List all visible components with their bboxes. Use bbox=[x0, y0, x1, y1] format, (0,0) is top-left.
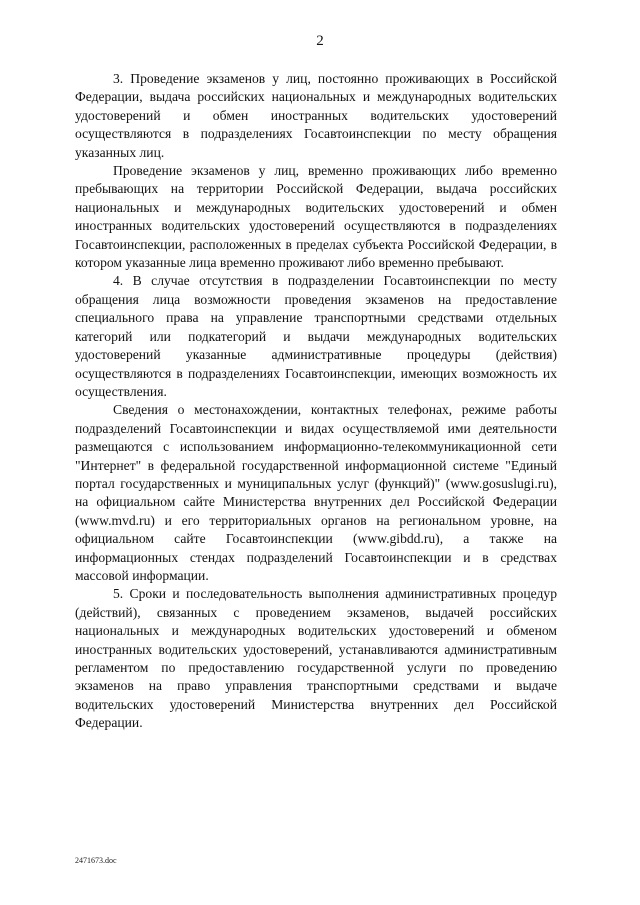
paragraph-item-4: 4. В случае отсутствия в подразделении Госавтоинспекции по месту обращения лица возможности проведения экзаменов на предоставление специального права на управление транспортными средствами отдельных категорий или подкатегорий и выдачи международных водительских удостоверений указанные административные процедуры (действия) осуществляются в подразделениях Госавтоинспекции, имеющих возможность их осуществления. bbox=[75, 273, 557, 399]
paragraph-item-5: 5. Сроки и последовательность выполнения административных процедур (действий), связанных с проведением экзаменов, выдачей российских национальных и международных водительских удостоверений и обменом иностранных водительских удостоверений, устанавливаются административным регламентом по предоставлению государственной услуги по проведению экзаменов на право управления транспортными средствами и выдаче водительских удостоверений Министерства внутренних дел Российской Федерации. bbox=[75, 586, 557, 731]
page-number: 2 bbox=[316, 33, 324, 49]
document-body bbox=[75, 70, 557, 733]
footer-doc-id: 2471673.doc bbox=[75, 856, 117, 865]
paragraph-information-sources: Сведения о местонахождении, контактных телефонах, режиме работы подразделений Госавтоинспекции и видах осуществляемой ими деятельности размещаются с использованием информационно-телекоммуникационной сети "Интернет" в федеральной государственной информационной системе "Единый портал государственных и муниципальных услуг (функций)" (www.gosuslugi.ru), на официальном сайте Министерства внутренних дел Российской Федерации (www.mvd.ru) и его территориальных органов на региональном уровне, на официальном сайте Госавтоинспекции (www.gibdd.ru), а также на информационных стендах подразделений Госавтоинспекции и в средствах массовой информации. bbox=[75, 402, 557, 583]
paragraph-item-3: 3. Проведение экзаменов у лиц, постоянно проживающих в Российской Федерации, выдача российских национальных и международных водительских удостоверений и обмен иностранных водительских удостоверений осуществляются в подразделениях Госавтоинспекции по месту обращения указанных лиц. bbox=[75, 71, 557, 160]
paragraph-temporary-residents: Проведение экзаменов у лиц, временно проживающих либо временно пребывающих на территории Российской Федерации, выдача российских национальных и международных водительских удостоверений и обмен иностранных водительских удостоверений осуществляются в подразделениях Госавтоинспекции, расположенных в пределах субъекта Российской Федерации, в котором указанные лица временно проживают либо временно пребывают. bbox=[75, 163, 557, 271]
